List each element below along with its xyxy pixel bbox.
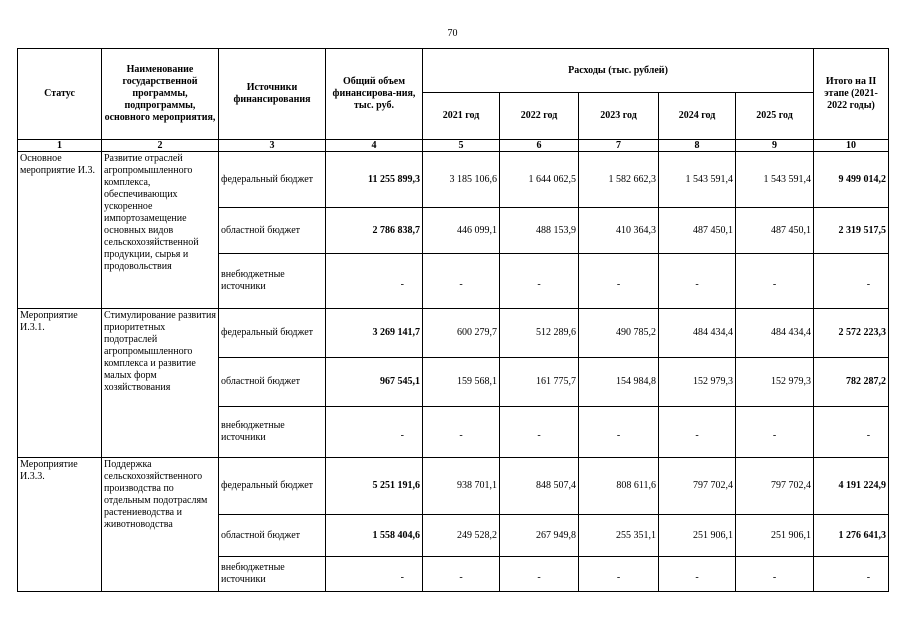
column-number: 6 [500, 140, 579, 152]
header-stage-total: Итого на II этапе (2021-2022 годы) [814, 49, 889, 140]
stage-total-cell: 2 572 223,3 [814, 309, 889, 358]
value-cell: - [736, 254, 814, 309]
status-cell: Основное мероприятие И.3. [18, 152, 102, 309]
value-cell: - [659, 557, 736, 592]
value-cell: - [423, 407, 500, 458]
column-number: 10 [814, 140, 889, 152]
header-year: 2022 год [500, 93, 579, 140]
name-cell: Поддержка сельскохозяйственного производства по отдельным подотраслям растениеводства и животноводства [102, 458, 219, 592]
table-row [18, 309, 889, 358]
table-row [18, 458, 889, 515]
source-cell: федеральный бюджет [219, 458, 326, 515]
value-cell: - [579, 407, 659, 458]
value-cell: 484 434,4 [659, 309, 736, 358]
value-cell: 1 582 662,3 [579, 152, 659, 208]
value-cell: 487 450,1 [736, 208, 814, 254]
header-year: 2024 год [659, 93, 736, 140]
value-cell: 490 785,2 [579, 309, 659, 358]
column-number: 5 [423, 140, 500, 152]
source-cell: федеральный бюджет [219, 152, 326, 208]
value-cell: - [736, 407, 814, 458]
value-cell: - [500, 254, 579, 309]
header-total: Общий объем финансирова-ния, тыс. руб. [326, 49, 423, 140]
value-cell: 3 185 106,6 [423, 152, 500, 208]
column-number: 9 [736, 140, 814, 152]
value-cell: - [659, 407, 736, 458]
stage-total-cell: - [814, 557, 889, 592]
value-cell: 249 528,2 [423, 515, 500, 557]
value-cell: 251 906,1 [659, 515, 736, 557]
source-cell: областной бюджет [219, 515, 326, 557]
value-cell: 488 153,9 [500, 208, 579, 254]
value-cell: 797 702,4 [736, 458, 814, 515]
source-cell: внебюджетные источники [219, 254, 326, 309]
value-cell: 848 507,4 [500, 458, 579, 515]
header-expenses: Расходы (тыс. рублей) [423, 49, 814, 93]
total-cell: - [326, 557, 423, 592]
source-cell: внебюджетные источники [219, 407, 326, 458]
value-cell: 1 543 591,4 [659, 152, 736, 208]
name-cell: Стимулирование развития приоритетных подотраслей агропромышленного комплекса и развитие малых форм хозяйствования [102, 309, 219, 458]
value-cell: - [736, 557, 814, 592]
column-number-row [18, 140, 889, 152]
source-cell: федеральный бюджет [219, 309, 326, 358]
total-cell: 2 786 838,7 [326, 208, 423, 254]
column-number: 7 [579, 140, 659, 152]
header-sources: Источники финансирования [219, 49, 326, 140]
value-cell: - [659, 254, 736, 309]
total-cell: - [326, 407, 423, 458]
value-cell: 512 289,6 [500, 309, 579, 358]
table-row [18, 152, 889, 208]
column-number: 4 [326, 140, 423, 152]
header-status: Статус [18, 49, 102, 140]
column-number: 3 [219, 140, 326, 152]
header-name: Наименование государственной программы, подпрограммы, основного мероприятия, [102, 49, 219, 140]
source-cell: внебюджетные источники [219, 557, 326, 592]
source-cell: областной бюджет [219, 358, 326, 407]
value-cell: - [423, 254, 500, 309]
total-cell: 1 558 404,6 [326, 515, 423, 557]
value-cell: - [579, 557, 659, 592]
stage-total-cell: 4 191 224,9 [814, 458, 889, 515]
value-cell: 938 701,1 [423, 458, 500, 515]
value-cell: - [423, 557, 500, 592]
header-year: 2023 год [579, 93, 659, 140]
value-cell: 159 568,1 [423, 358, 500, 407]
stage-total-cell: 782 287,2 [814, 358, 889, 407]
stage-total-cell: - [814, 407, 889, 458]
value-cell: 161 775,7 [500, 358, 579, 407]
column-number: 2 [102, 140, 219, 152]
stage-total-cell: - [814, 254, 889, 309]
stage-total-cell: 9 499 014,2 [814, 152, 889, 208]
source-cell: областной бюджет [219, 208, 326, 254]
header-year: 2025 год [736, 93, 814, 140]
value-cell: 808 611,6 [579, 458, 659, 515]
value-cell: - [579, 254, 659, 309]
total-cell: - [326, 254, 423, 309]
value-cell: 1 644 062,5 [500, 152, 579, 208]
value-cell: 154 984,8 [579, 358, 659, 407]
value-cell: 251 906,1 [736, 515, 814, 557]
value-cell: 446 099,1 [423, 208, 500, 254]
value-cell: 1 543 591,4 [736, 152, 814, 208]
total-cell: 967 545,1 [326, 358, 423, 407]
name-cell: Развитие отраслей агропромышленного комплекса, обеспечивающих ускоренное импортозамещение основных видов сельскохозяйственной продукции, сырья и продовольствия [102, 152, 219, 309]
value-cell: - [500, 557, 579, 592]
value-cell: 484 434,4 [736, 309, 814, 358]
value-cell: 152 979,3 [659, 358, 736, 407]
total-cell: 11 255 899,3 [326, 152, 423, 208]
page-number: 70 [447, 28, 458, 39]
column-number: 8 [659, 140, 736, 152]
status-cell: Мероприятие И.3.1. [18, 309, 102, 458]
value-cell: 410 364,3 [579, 208, 659, 254]
column-number: 1 [18, 140, 102, 152]
total-cell: 5 251 191,6 [326, 458, 423, 515]
value-cell: 487 450,1 [659, 208, 736, 254]
financing-table [17, 48, 889, 592]
status-cell: Мероприятие И.3.3. [18, 458, 102, 592]
value-cell: - [500, 407, 579, 458]
value-cell: 797 702,4 [659, 458, 736, 515]
header-year: 2021 год [423, 93, 500, 140]
value-cell: 267 949,8 [500, 515, 579, 557]
value-cell: 255 351,1 [579, 515, 659, 557]
value-cell: 152 979,3 [736, 358, 814, 407]
total-cell: 3 269 141,7 [326, 309, 423, 358]
stage-total-cell: 2 319 517,5 [814, 208, 889, 254]
value-cell: 600 279,7 [423, 309, 500, 358]
stage-total-cell: 1 276 641,3 [814, 515, 889, 557]
